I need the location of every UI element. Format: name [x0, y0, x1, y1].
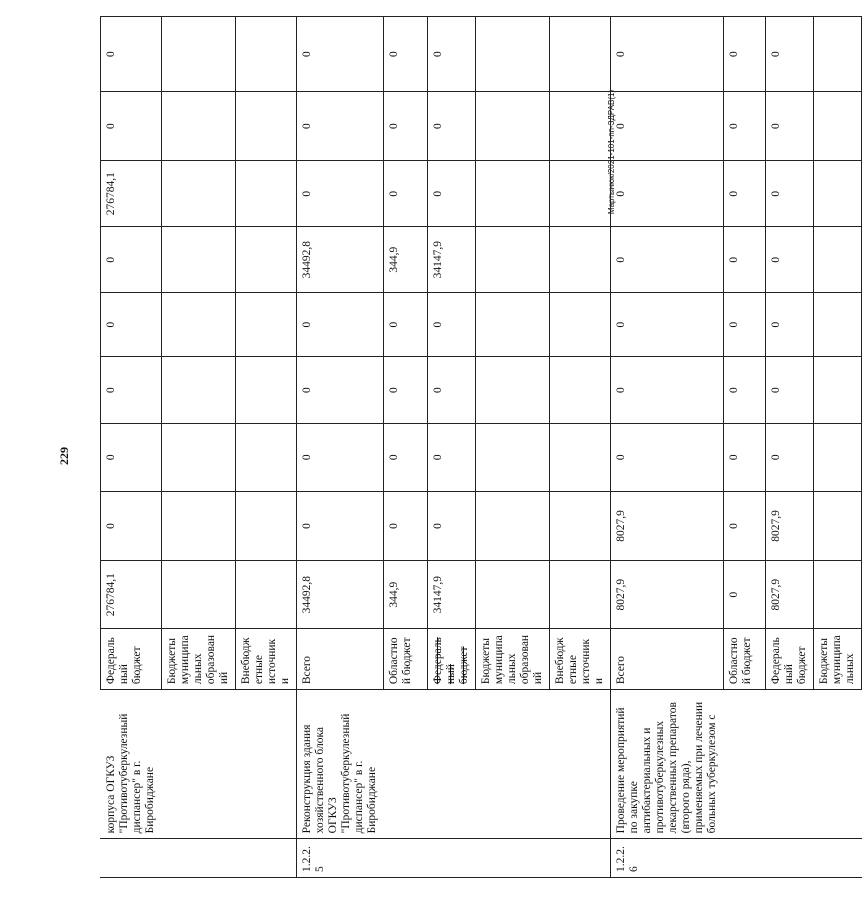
- year-value-cell: [162, 357, 236, 424]
- year-value-cell: [550, 227, 611, 292]
- total-value-cell: [550, 561, 611, 629]
- total-value-cell: 34147,9: [428, 561, 476, 629]
- measure-code: [428, 839, 476, 878]
- table-row: [297, 17, 384, 878]
- year-value-cell: 0: [766, 227, 814, 292]
- funding-source: Бюджеты муниципальных образований: [162, 628, 236, 689]
- year-value-cell: [162, 292, 236, 356]
- year-value-cell: 0: [101, 357, 162, 424]
- year-value-cell: [550, 17, 611, 92]
- measure-name: [766, 690, 814, 839]
- year-value-cell: [814, 491, 862, 561]
- year-value-cell: 0: [724, 227, 766, 292]
- year-value-cell: [162, 92, 236, 161]
- year-value-cell: 0: [297, 292, 384, 356]
- total-value-cell: 344,9: [384, 561, 428, 629]
- measure-name: [384, 690, 428, 839]
- year-value-cell: 0: [297, 357, 384, 424]
- year-value-cell: 0: [611, 92, 724, 161]
- measure-name: Реконструкция здания хозяйственного блока ОГКУЗ "Противотуберкулезный диспансер" в г. Биробиджане: [297, 690, 384, 839]
- year-value-cell: [476, 357, 550, 424]
- year-value-cell: [476, 491, 550, 561]
- measure-name: [236, 690, 297, 839]
- year-value-cell: 0: [766, 423, 814, 491]
- table-row: [428, 17, 476, 878]
- measure-name: [428, 690, 476, 839]
- year-value-cell: 0: [766, 92, 814, 161]
- funding-source: Федеральный бюджет: [766, 628, 814, 689]
- measure-name: [724, 690, 766, 839]
- year-value-cell: [476, 227, 550, 292]
- year-value-cell: 0: [297, 423, 384, 491]
- funding-source: Бюджеты муниципальных: [814, 628, 862, 689]
- year-value-cell: 0: [611, 227, 724, 292]
- total-value-cell: 276784,1: [101, 561, 162, 629]
- year-value-cell: [476, 17, 550, 92]
- total-value-cell: [162, 561, 236, 629]
- year-value-cell: [236, 92, 297, 161]
- year-value-cell: 0: [428, 92, 476, 161]
- document-footer-code: Мартынюк/2021-101-пп-ЗДРАВ(1): [607, 89, 616, 215]
- measure-code: [476, 839, 550, 878]
- year-value-cell: 0: [101, 17, 162, 92]
- table-row: [724, 17, 766, 878]
- year-value-cell: [814, 292, 862, 356]
- year-value-cell: 0: [766, 357, 814, 424]
- measure-code: [724, 839, 766, 878]
- funding-source: Внебюджетные источники: [550, 628, 611, 689]
- year-value-cell: 0: [101, 491, 162, 561]
- year-value-cell: [236, 423, 297, 491]
- year-value-cell: 0: [724, 160, 766, 227]
- year-value-cell: 0: [428, 423, 476, 491]
- total-value-cell: [476, 561, 550, 629]
- year-value-cell: [162, 227, 236, 292]
- table-row: [611, 17, 724, 878]
- year-value-cell: 0: [428, 491, 476, 561]
- year-value-cell: 0: [766, 17, 814, 92]
- table-row: [162, 17, 236, 878]
- year-value-cell: [550, 292, 611, 356]
- measure-code: [550, 839, 611, 878]
- measure-name: корпуса ОГКУЗ "Противотуберкулезный диспансер" в г. Биробиджане: [101, 690, 162, 839]
- year-value-cell: 0: [101, 292, 162, 356]
- year-value-cell: [476, 92, 550, 161]
- total-value-cell: 0: [724, 561, 766, 629]
- year-value-cell: [162, 423, 236, 491]
- year-value-cell: 0: [101, 227, 162, 292]
- funding-source: Всего: [297, 628, 384, 689]
- measure-name: [814, 690, 862, 839]
- funding-source: Бюджеты муниципальных образований: [476, 628, 550, 689]
- year-value-cell: 0: [384, 92, 428, 161]
- year-value-cell: [550, 160, 611, 227]
- year-value-cell: 0: [297, 160, 384, 227]
- year-value-cell: [814, 92, 862, 161]
- table-row: [236, 17, 297, 878]
- year-value-cell: 0: [611, 17, 724, 92]
- total-value-cell: 8027,9: [611, 561, 724, 629]
- year-value-cell: [236, 17, 297, 92]
- measure-name: Проведение мероприятий по закупке антибактериальных и противотуберкулезных лекарственных препаратов (второго ряда), применяемых при лечении больных туберкулезом с: [611, 690, 724, 839]
- measure-code: [236, 839, 297, 878]
- year-value-cell: [814, 17, 862, 92]
- measure-code: 1.2.2.5: [297, 839, 384, 878]
- year-value-cell: [162, 17, 236, 92]
- year-value-cell: [236, 491, 297, 561]
- page-number: 229: [57, 447, 71, 465]
- year-value-cell: 0: [297, 17, 384, 92]
- year-value-cell: [814, 423, 862, 491]
- year-value-cell: 0: [611, 423, 724, 491]
- measure-code: 1.2.2.6: [611, 839, 724, 878]
- year-value-cell: [162, 491, 236, 561]
- funding-source: Областной бюджет: [724, 628, 766, 689]
- measure-code: [814, 839, 862, 878]
- budget-table: [100, 16, 862, 878]
- funding-source: Федеральный бюджет: [428, 628, 476, 689]
- year-value-cell: 0: [384, 423, 428, 491]
- year-value-cell: [476, 160, 550, 227]
- year-value-cell: [236, 160, 297, 227]
- year-value-cell: 0: [297, 491, 384, 561]
- measure-name: [162, 690, 236, 839]
- year-value-cell: 34492,8: [297, 227, 384, 292]
- funding-source: Всего: [611, 628, 724, 689]
- year-value-cell: 0: [611, 160, 724, 227]
- year-value-cell: [814, 357, 862, 424]
- year-value-cell: 0: [724, 423, 766, 491]
- table-row: [766, 17, 814, 878]
- year-value-cell: 0: [724, 17, 766, 92]
- year-value-cell: 0: [384, 17, 428, 92]
- year-value-cell: 34147,9: [428, 227, 476, 292]
- table-row: [384, 17, 428, 878]
- year-value-cell: [550, 491, 611, 561]
- year-value-cell: 0: [724, 292, 766, 356]
- year-value-cell: 8027,9: [766, 491, 814, 561]
- year-value-cell: 8027,9: [611, 491, 724, 561]
- year-value-cell: [236, 227, 297, 292]
- table-row: [814, 17, 862, 878]
- funding-source: Федеральный бюджет: [101, 628, 162, 689]
- year-value-cell: 276784,1: [101, 160, 162, 227]
- year-value-cell: 0: [101, 92, 162, 161]
- funding-source: Областной бюджет: [384, 628, 428, 689]
- measure-name: [476, 690, 550, 839]
- measure-code: [101, 839, 162, 878]
- year-value-cell: 344,9: [384, 227, 428, 292]
- year-value-cell: [550, 423, 611, 491]
- year-value-cell: [476, 423, 550, 491]
- year-value-cell: 0: [428, 357, 476, 424]
- year-value-cell: 0: [101, 423, 162, 491]
- year-value-cell: [476, 292, 550, 356]
- year-value-cell: 0: [384, 357, 428, 424]
- table-row: [476, 17, 550, 878]
- measure-code: [162, 839, 236, 878]
- measure-name: [550, 690, 611, 839]
- year-value-cell: [236, 292, 297, 356]
- year-value-cell: [236, 357, 297, 424]
- table-row: [550, 17, 611, 878]
- year-value-cell: 0: [428, 160, 476, 227]
- total-value-cell: 8027,9: [766, 561, 814, 629]
- year-value-cell: 0: [724, 491, 766, 561]
- table-row: [101, 17, 162, 878]
- total-value-cell: [814, 561, 862, 629]
- funding-source: Внебюджетные источники: [236, 628, 297, 689]
- year-value-cell: 0: [428, 17, 476, 92]
- year-value-cell: [814, 227, 862, 292]
- year-value-cell: 0: [724, 92, 766, 161]
- year-value-cell: 0: [724, 357, 766, 424]
- year-value-cell: 0: [611, 292, 724, 356]
- year-value-cell: 0: [766, 292, 814, 356]
- year-value-cell: 0: [297, 92, 384, 161]
- year-value-cell: [814, 160, 862, 227]
- total-value-cell: 34492,8: [297, 561, 384, 629]
- year-value-cell: [162, 160, 236, 227]
- measure-code: [384, 839, 428, 878]
- year-value-cell: 0: [384, 292, 428, 356]
- measure-code: [766, 839, 814, 878]
- year-value-cell: 0: [384, 491, 428, 561]
- total-value-cell: [236, 561, 297, 629]
- year-value-cell: 0: [384, 160, 428, 227]
- year-value-cell: 0: [428, 292, 476, 356]
- year-value-cell: [550, 357, 611, 424]
- year-value-cell: 0: [766, 160, 814, 227]
- year-value-cell: 0: [611, 357, 724, 424]
- year-value-cell: [550, 92, 611, 161]
